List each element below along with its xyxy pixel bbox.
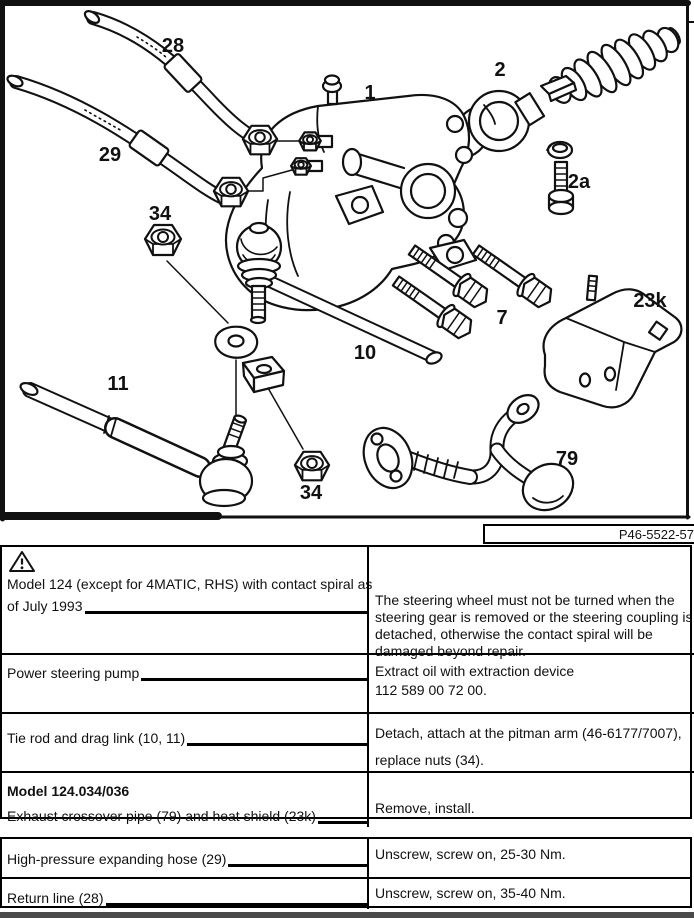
leader-line: [187, 743, 367, 746]
part-label-1-3: 1: [364, 82, 376, 104]
instruction-table-section-1: [0, 545, 693, 824]
steering-shaft-boot: [541, 24, 683, 106]
instruction-cell: [367, 547, 694, 660]
table-row-power-steering-pump: [2, 653, 694, 712]
component-cell: [2, 839, 367, 877]
component-text: Tie rod and drag link (10, 11): [7, 730, 186, 746]
leader-line: [318, 821, 367, 824]
component-text: Power steering pump: [7, 665, 140, 681]
component-cell: [2, 714, 367, 771]
part-label-10-7: 10: [353, 342, 377, 364]
instruction-cell: [367, 879, 690, 909]
instruction-text-line: replace nuts (34).: [375, 752, 484, 768]
table-row-return-line: [2, 877, 690, 906]
instruction-cell: [367, 714, 694, 771]
instruction-text-line: damaged beyond repair.: [375, 643, 526, 659]
part-label-7-6: 7: [496, 307, 508, 329]
instruction-text-line: Unscrew, screw on, 35-40 Nm.: [375, 885, 566, 901]
instruction-text-line: Detach, attach at the pitman arm (46-6177/7007),: [375, 725, 682, 741]
instruction-text-line: Extract oil with extraction device: [375, 663, 575, 679]
instruction-cell: [367, 839, 690, 877]
part-label-28-0: 28: [161, 35, 185, 57]
heat-shield: [544, 276, 682, 408]
table-row-contact-spiral: [2, 547, 694, 659]
exhaust-crossover-pipe: [355, 389, 581, 519]
table-row-high-pressure-hose: [2, 839, 690, 877]
castle-nut-34-bottom: [295, 452, 329, 481]
leader-line: [141, 678, 367, 681]
instruction-cell: [367, 773, 694, 827]
coupling-bolt-2a: [547, 142, 573, 214]
part-label-2a-5: 2a: [567, 171, 591, 193]
leader-line: [106, 903, 368, 906]
instruction-table-section-2: [0, 837, 692, 908]
table-row-tie-rod-drag-link: [2, 712, 694, 771]
leader-line: [85, 611, 368, 614]
part-label-34-11: 34: [299, 482, 323, 504]
tie-rod: [19, 381, 252, 506]
instruction-text-line: Remove, install.: [375, 800, 475, 816]
instruction-cell: [367, 655, 694, 712]
part-label-23k-8: 23k: [633, 290, 667, 312]
leader-line: [228, 864, 367, 867]
part-label-34-2: 34: [148, 203, 172, 225]
castle-nut-34-top: [145, 225, 228, 323]
component-text: Return line (28): [7, 890, 104, 906]
figure-caption: P46-5522-57: [618, 526, 694, 542]
instruction-text-line: The steering wheel must not be turned when the: [375, 592, 675, 608]
model-heading: Model 124.034/036: [7, 783, 130, 799]
component-cell: [2, 879, 367, 909]
part-label-29-1: 29: [98, 144, 122, 166]
warning-icon: [9, 550, 35, 573]
mounting-bolts: [389, 239, 558, 343]
component-text: High-pressure expanding hose (29): [7, 851, 227, 867]
component-text-line2: of July 1993: [7, 598, 83, 614]
instruction-text-line: 112 589 00 72 00.: [375, 682, 487, 698]
next-figure-edge-bar: [0, 912, 694, 918]
component-cell: [2, 547, 373, 660]
part-label-79-10: 79: [555, 448, 579, 470]
instruction-text-line: detached, otherwise the contact spiral will be: [375, 626, 653, 642]
figure-caption-box: [483, 524, 694, 544]
instruction-text-line: Unscrew, screw on, 25-30 Nm.: [375, 846, 566, 862]
component-cell: [2, 773, 367, 827]
part-label-2-4: 2: [494, 59, 506, 81]
component-cell: [2, 655, 367, 712]
component-text: Exhaust crossover pipe (79) and heat shield (23k): [7, 808, 316, 824]
table-row-exhaust-crossover: [2, 771, 694, 824]
part-label-11-9: 11: [107, 373, 129, 395]
instruction-text-line: steering gear is removed or the steering coupling is: [375, 609, 693, 625]
component-text-line1: Model 124 (except for 4MATIC, RHS) with contact spiral as: [7, 576, 373, 592]
